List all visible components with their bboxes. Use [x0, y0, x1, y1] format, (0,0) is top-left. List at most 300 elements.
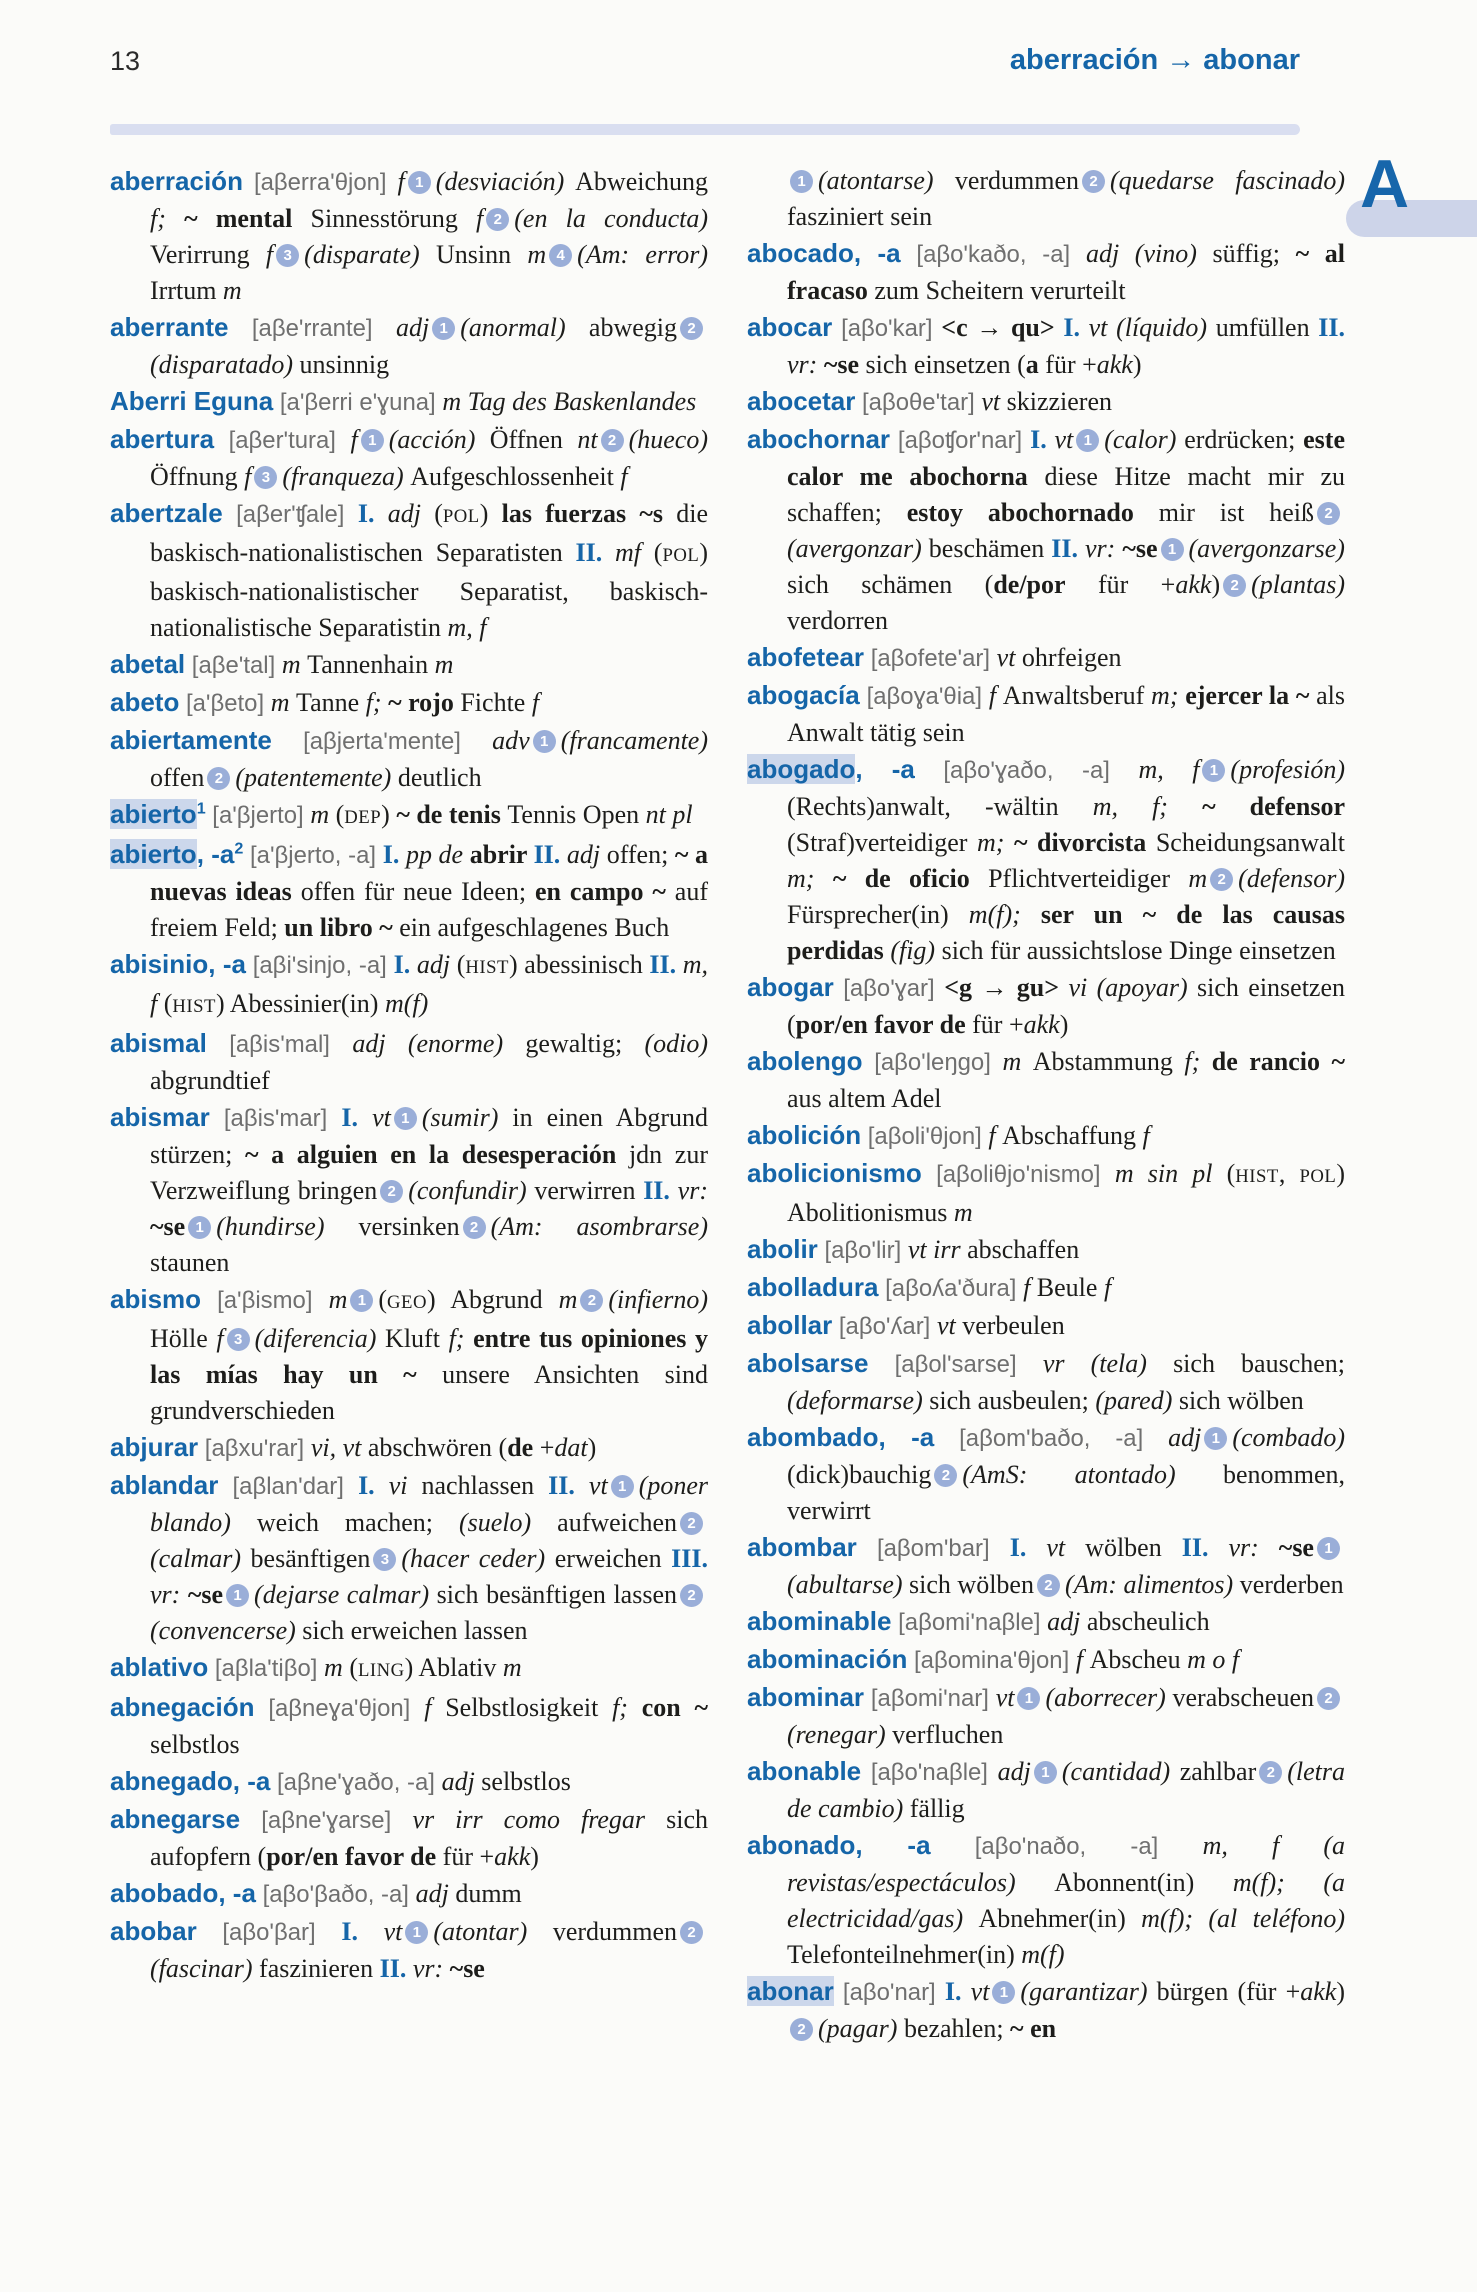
phonetic-transcription: [a'βerri e'ɣuna] [273, 389, 443, 416]
entry-text: aus altem Adel [787, 1084, 942, 1113]
dictionary-entry [110, 722, 708, 796]
entry-text: I. [341, 1103, 373, 1132]
entry-text: Pflichtverteidiger [988, 864, 1189, 893]
headword: abolicionismo [747, 1158, 922, 1188]
entry-text: verdummen [954, 166, 1079, 195]
entry-text: ) [699, 538, 708, 567]
entry-text: ( [456, 950, 466, 979]
entry-text: de/por [993, 570, 1066, 599]
headword: abocetar [747, 386, 856, 416]
entry-text: Hölle [150, 1324, 217, 1353]
headword: , -a [855, 1830, 931, 1860]
dictionary-entry [110, 383, 708, 421]
entry-text: adj [997, 1757, 1031, 1786]
dictionary-entry [747, 677, 1345, 751]
headword: abetal [110, 649, 186, 679]
entry-text: Verirrung [150, 240, 266, 269]
entry-text: m(f); [968, 900, 1041, 929]
entry-text: m [434, 650, 454, 679]
entry-text: (Am: asombrarse) [490, 1212, 708, 1241]
entry-text: m; [1151, 681, 1186, 710]
entry-text: , [1278, 1159, 1300, 1188]
entry-text: (disparate) [304, 240, 436, 269]
entry-text: Ablativ [418, 1653, 503, 1682]
entry-text: diese Hitze macht mir zu schaffen; [787, 462, 1345, 527]
headword: Aberri Eguna [110, 386, 274, 416]
entry-text: vt [996, 643, 1022, 672]
sense-number-badge: 2 [680, 1512, 703, 1535]
headword: abombado [747, 1422, 879, 1452]
entry-text: f [988, 681, 1003, 710]
entry-text: f; [448, 1324, 474, 1353]
entry-text: (Am: error) [577, 240, 709, 269]
entry-text: Abolitionismus [787, 1198, 954, 1227]
entry-text: ) [530, 1842, 539, 1871]
entry-text: m(f) [384, 989, 429, 1018]
entry-text: Abschaffung [1002, 1121, 1143, 1150]
entry-text: GEO [387, 1292, 427, 1313]
entry-text: Abweichung [575, 167, 708, 196]
entry-text: I. [944, 1977, 971, 2006]
sense-number-badge: 3 [254, 466, 277, 489]
phonetic-transcription: [a'βeto] [179, 690, 271, 717]
headword: abonar [747, 1976, 834, 2006]
headword: abnegación [110, 1692, 255, 1722]
phonetic-transcription: [aβne'ɣarse] [240, 1807, 413, 1834]
phonetic-transcription: [aβoɣa'θia] [859, 683, 989, 710]
entry-text: m; [976, 828, 1014, 857]
dictionary-entry [747, 1603, 1345, 1641]
entry-text: erdrücken; [1184, 425, 1304, 454]
headword: abolir [747, 1234, 818, 1264]
headword: abismal [110, 1028, 207, 1058]
entry-text: akk [1300, 1977, 1337, 2006]
entry-text: ) [1211, 570, 1221, 599]
headword: abombar [747, 1532, 857, 1562]
entry-text: ~ en [1010, 2014, 1057, 2043]
headword: abertura [110, 424, 215, 454]
entry-text: abessinisch [524, 950, 650, 979]
entry-text: (deformarse) [787, 1386, 930, 1415]
entry-text: adj [387, 499, 435, 528]
entry-text: besänftigen [250, 1544, 371, 1573]
entry-text: HIST [172, 996, 216, 1017]
entry-text: offen für neue Ideen; [300, 877, 535, 906]
dictionary-column-left [110, 163, 708, 1987]
phonetic-transcription: [aβne'ɣaðo, -a] [270, 1769, 442, 1796]
phonetic-transcription: [aβoʧor'nar] [890, 427, 1031, 454]
sense-number-badge: 2 [680, 317, 703, 340]
dictionary-entry [747, 1529, 1345, 1603]
dictionary-entry [110, 1281, 708, 1429]
sense-number-badge: 2 [1317, 502, 1340, 525]
entry-text: nt [577, 425, 598, 454]
entry-text: ~ a nuevas ideas [150, 840, 708, 906]
entry-text: f [1023, 1273, 1037, 1302]
entry-text: ) [427, 1285, 451, 1314]
entry-text: vt [1054, 425, 1074, 454]
sense-number-badge: 2 [580, 1289, 603, 1312]
entry-text: <g → gu> [944, 973, 1069, 1002]
sense-number-badge: 1 [1161, 538, 1184, 561]
entry-text: verbeulen [962, 1311, 1065, 1340]
entry-text: ~se [1278, 1533, 1314, 1562]
entry-text: II. [1051, 534, 1086, 563]
entry-text: vt [995, 1683, 1015, 1712]
entry-text: POL [1299, 1166, 1337, 1187]
headword: abonable [747, 1756, 862, 1786]
entry-text: (anormal) [460, 313, 589, 342]
entry-text: f [265, 240, 274, 269]
phonetic-transcription: [a'βjerto, -a] [243, 842, 383, 869]
entry-text: (quedarse fascinado) [1110, 166, 1345, 195]
entry-text: unsinnig [299, 350, 390, 379]
entry-text: m(f); (al teléfono) [1141, 1904, 1346, 1933]
entry-text: vt [970, 1977, 990, 2006]
dictionary-entry [747, 1155, 1345, 1231]
entry-text: vt (líquido) [1088, 313, 1216, 342]
entry-text: Fürsprecher(in) [787, 900, 969, 929]
entry-text: (aborrecer) [1045, 1683, 1173, 1712]
entry-text: DEP [344, 807, 382, 828]
entry-text: f [988, 1121, 1003, 1150]
entry-text: Öffnung [150, 462, 245, 491]
entry-text: abwegig [588, 313, 677, 342]
entry-text: die baskisch-nationalistischen Separatisten [150, 499, 708, 567]
dictionary-entry [747, 309, 1345, 383]
entry-text: m(f) [1021, 1940, 1065, 1969]
entry-text: vr: [150, 1580, 188, 1609]
entry-text: 2 [234, 839, 244, 858]
entry-text: sich bauschen; [1173, 1349, 1346, 1378]
headword: abocado [747, 238, 854, 268]
headword: abogar [747, 972, 834, 1002]
entry-text: a [1025, 350, 1039, 379]
entry-text: (AmS: atontado) [962, 1460, 1223, 1489]
headword: abogacía [747, 680, 860, 710]
sense-number-badge: 1 [1017, 1687, 1040, 1710]
headword: , -a [853, 238, 901, 268]
entry-text: ~ mental [184, 204, 311, 233]
entry-text: m; [787, 864, 833, 893]
dictionary-entry [110, 309, 708, 383]
headword: abominación [747, 1644, 908, 1674]
sense-number-badge: 1 [394, 1107, 417, 1130]
dictionary-entry [747, 1679, 1345, 1753]
entry-text: für + [965, 1010, 1024, 1039]
entry-text: (defensor) [1238, 864, 1346, 893]
phonetic-transcription: [aβo'naβle] [861, 1759, 998, 1786]
sense-number-badge: 1 [992, 1981, 1015, 2004]
entry-text: ( [349, 1653, 358, 1682]
headword: abierto [110, 839, 197, 869]
phonetic-transcription: [aβo'nar] [833, 1979, 945, 2006]
entry-text: ein aufgeschlagenes Buch [399, 913, 670, 942]
entry-text: II. [575, 538, 616, 567]
entry-text: (en la conducta) [514, 204, 708, 233]
dictionary-entry [110, 163, 708, 309]
headword: , -a [196, 839, 235, 869]
entry-text: f; [150, 204, 185, 233]
entry-text: I. [1063, 313, 1089, 342]
entry-text: erweichen [554, 1544, 672, 1573]
entry-text: ) [404, 1653, 419, 1682]
dictionary-entry [110, 1801, 708, 1875]
entry-text: por/en favor de [266, 1842, 437, 1871]
entry-text: adj [415, 1879, 456, 1908]
headword: abollar [747, 1310, 833, 1340]
entry-text: m, f (a revistas/espectáculos) [787, 1831, 1345, 1897]
dictionary-entry [747, 1117, 1345, 1155]
entry-text: f [476, 204, 484, 233]
guide-words: aberración → abonar [1009, 44, 1300, 76]
entry-text: Abgrund [450, 1285, 559, 1314]
entry-text: ohrfeigen [1021, 643, 1122, 672]
headword: abnegado [110, 1766, 233, 1796]
entry-text: (hueco) [628, 425, 708, 454]
entry-text: staunen [150, 1248, 230, 1277]
entry-text: ) [587, 1433, 597, 1462]
entry-text: m [324, 1653, 350, 1682]
entry-text: (acción) [388, 425, 490, 454]
headword: abominable [747, 1606, 892, 1636]
sense-number-badge: 2 [680, 1921, 703, 1944]
entry-text: ( [434, 499, 443, 528]
entry-text: Aufgeschlossenheit [410, 462, 621, 491]
headword: abominar [747, 1682, 865, 1712]
entry-text: ( [335, 800, 345, 829]
entry-text: nt pl [645, 800, 693, 829]
entry-text: zum Scheitern verurteilt [874, 276, 1126, 305]
entry-text: adj [1168, 1423, 1202, 1452]
entry-text: verfluchen [892, 1720, 1004, 1749]
entry-text: m(f); (a electricidad/gas) [787, 1868, 1345, 1933]
sense-number-badge: 1 [350, 1289, 373, 1312]
headword: abobar [110, 1916, 197, 1946]
entry-text: adj [441, 1767, 482, 1796]
entry-text: (pared) [1095, 1386, 1179, 1415]
entry-text: adj [1047, 1607, 1087, 1636]
entry-text: f [1103, 1273, 1112, 1302]
entry-text: bezahlen; [903, 2014, 1011, 2043]
entry-text: de rancio ~ [1211, 1047, 1345, 1076]
entry-text: ) [215, 989, 230, 1018]
dictionary-entry [747, 751, 1345, 969]
entry-text: ) [1336, 1159, 1345, 1188]
entry-text: bürgen (für + [1156, 1977, 1301, 2006]
sense-number-badge: 1 [533, 730, 556, 753]
entry-text: jdn zur Verzweiflung bringen [150, 1140, 708, 1205]
entry-text: m, f; [1092, 792, 1203, 821]
dictionary-entry [110, 1467, 708, 1649]
entry-text: sich wölben [909, 1570, 1034, 1599]
entry-text: adj [395, 313, 430, 342]
entry-text: ser un ~ de las causas perdidas [787, 900, 1345, 965]
dictionary-entry [747, 1419, 1345, 1529]
entry-text: vt [372, 1103, 391, 1132]
entry-text: abrir [469, 840, 534, 869]
sense-number-badge: 2 [1210, 868, 1233, 891]
entry-text: f [424, 1693, 446, 1722]
entry-text: (Straf)verteidiger [787, 828, 977, 857]
headword: , -a [855, 754, 915, 784]
entry-text: ~se [187, 1580, 224, 1609]
entry-text: m [270, 688, 297, 717]
entry-text: II. [533, 840, 567, 869]
dictionary-entry [110, 836, 708, 946]
entry-text: nachlassen [421, 1471, 549, 1500]
dictionary-entry [747, 1269, 1345, 1307]
entry-text: ) [508, 950, 525, 979]
entry-text: m, f [150, 950, 709, 1018]
entry-text: ~ rojo [388, 688, 461, 717]
entry-text: ~ defensor [1202, 792, 1345, 821]
phonetic-transcription: [aβo'naðo, -a] [930, 1833, 1203, 1860]
entry-text: weich machen; [256, 1508, 459, 1537]
entry-text: II. [379, 1954, 413, 1983]
entry-text: (fascinar) [150, 1954, 260, 1983]
entry-text: un libro ~ [284, 913, 400, 942]
dictionary-entry [747, 1973, 1345, 2047]
entry-text: m [1188, 864, 1208, 893]
entry-text: ) [1336, 1977, 1345, 2006]
phonetic-transcription: [aβo'ɣaðo, -a] [914, 757, 1139, 784]
phonetic-transcription: [aβo'leŋgo] [862, 1049, 1003, 1076]
headword: , -a [232, 1766, 271, 1796]
entry-text: II. [649, 950, 683, 979]
entry-text: sich ausbeulen; [929, 1386, 1096, 1415]
entry-text: süffig; [1212, 239, 1296, 268]
headword: abogado [747, 754, 856, 784]
entry-text: akk [1096, 350, 1133, 379]
entry-text: vi [388, 1471, 422, 1500]
headword: ablativo [110, 1652, 209, 1682]
entry-text: Tennis Open [507, 800, 646, 829]
entry-text: f; [1184, 1047, 1212, 1076]
entry-text: (patentemente) [235, 763, 398, 792]
headword: abolición [747, 1120, 862, 1150]
entry-text: vt [588, 1471, 608, 1500]
phonetic-transcription: [aβo'kaðo, -a] [900, 241, 1086, 268]
sense-number-badge: 2 [463, 1216, 486, 1239]
entry-text: I. [1009, 1533, 1047, 1562]
entry-text: f; [612, 1693, 642, 1722]
phonetic-transcription: [aβofete'ar] [864, 645, 997, 672]
entry-text: ~ divorcista [1013, 828, 1156, 857]
sense-number-badge: 1 [188, 1216, 211, 1239]
entry-text: f [1142, 1121, 1150, 1150]
phonetic-transcription: [aβo'kar] [832, 315, 942, 342]
entry-text: ~se [823, 350, 866, 379]
sense-number-badge: 3 [373, 1548, 396, 1571]
entry-text: en campo ~ [534, 877, 675, 906]
entry-text: ) [1059, 1010, 1069, 1039]
entry-text: selbstlos [481, 1767, 571, 1796]
dictionary-entry [747, 235, 1345, 309]
entry-text: ( [653, 538, 663, 567]
phonetic-transcription: [aβis'mar] [209, 1105, 342, 1132]
dictionary-entry [747, 1827, 1345, 1973]
dictionary-entry [747, 1231, 1345, 1269]
phonetic-transcription: [aβoliθjo'nismo] [921, 1161, 1115, 1188]
entry-text: abgrundtief [150, 1066, 270, 1095]
entry-text: abschwören ( [367, 1433, 508, 1462]
phonetic-transcription: [aβom'baðo, -a] [934, 1425, 1169, 1452]
entry-text: II. [1181, 1533, 1229, 1562]
entry-text: (profesión) [1230, 755, 1345, 784]
entry-text: (confundir) [408, 1176, 535, 1205]
entry-text: adj (vino) [1085, 239, 1213, 268]
entry-text: ) [479, 499, 502, 528]
phonetic-transcription: [aβoʎa'ðura] [878, 1275, 1024, 1302]
entry-text: de [507, 1433, 534, 1462]
entry-text: Öffnen [489, 425, 578, 454]
sense-number-badge: 2 [1223, 574, 1246, 597]
headword: , -a [218, 1878, 256, 1908]
entry-text: las fuerzas ~s [501, 499, 677, 528]
entry-text: (garantizar) [1020, 1977, 1157, 2006]
entry-text: 1 [196, 799, 206, 818]
sense-number-badge: 2 [486, 208, 509, 231]
entry-text: fasziniert sein [787, 202, 933, 231]
dictionary-entry [747, 1345, 1345, 1419]
sense-number-badge: 2 [1037, 1574, 1060, 1597]
entry-text: abscheulich [1086, 1607, 1210, 1636]
page-number: 13 [110, 46, 141, 76]
entry-text: in einen Abgrund stürzen; [150, 1103, 709, 1169]
sense-number-badge: 2 [601, 429, 624, 452]
entry-text: umfüllen [1215, 313, 1319, 342]
entry-text: abschaffen [967, 1235, 1080, 1264]
dictionary-entry [110, 1763, 708, 1801]
entry-text: m [310, 800, 336, 829]
sense-number-badge: 2 [1317, 1687, 1340, 1710]
entry-text: (avergonzarse) [1188, 534, 1345, 563]
sense-number-badge: 1 [790, 170, 813, 193]
phonetic-transcription: [aβe'tal] [185, 652, 282, 679]
phonetic-transcription: [aβomi'nar] [864, 1685, 996, 1712]
dictionary-entry [110, 1875, 708, 1913]
phonetic-transcription: [aβla'tiβo] [208, 1655, 325, 1682]
entry-text: (convencerse) [150, 1616, 303, 1645]
entry-text: offen; [606, 840, 675, 869]
entry-text: sich für aussichtslose Dinge einsetzen [941, 936, 1336, 965]
entry-text: ) [381, 800, 397, 829]
entry-text: (francamente) [560, 726, 708, 755]
entry-text: ~se [150, 1212, 186, 1241]
entry-text: sich wölben [1178, 1386, 1304, 1415]
sense-number-badge: 1 [1034, 1761, 1057, 1784]
entry-text: POL [662, 545, 700, 566]
entry-text: vr: [1228, 1533, 1279, 1562]
sense-number-badge: 2 [207, 767, 230, 790]
sense-number-badge: 1 [1202, 759, 1225, 782]
entry-text: akk [1023, 1010, 1060, 1039]
dictionary-entry [110, 1025, 708, 1099]
entry-text: I. [382, 840, 406, 869]
entry-text: Tanne [296, 688, 366, 717]
phonetic-transcription: [aβerra'θjon] [242, 169, 398, 196]
entry-text: vr: [787, 350, 824, 379]
sense-number-badge: 1 [1076, 429, 1099, 452]
phonetic-transcription: [aβo'ɣar] [833, 975, 945, 1002]
entry-text: m [502, 1653, 522, 1682]
entry-text: (plantas) [1251, 570, 1345, 599]
dictionary-column-right [747, 163, 1345, 2047]
phonetic-transcription: [aβjerta'mente] [271, 728, 493, 755]
entry-text: versinken [358, 1212, 460, 1241]
entry-text: (combado) [1232, 1423, 1345, 1452]
